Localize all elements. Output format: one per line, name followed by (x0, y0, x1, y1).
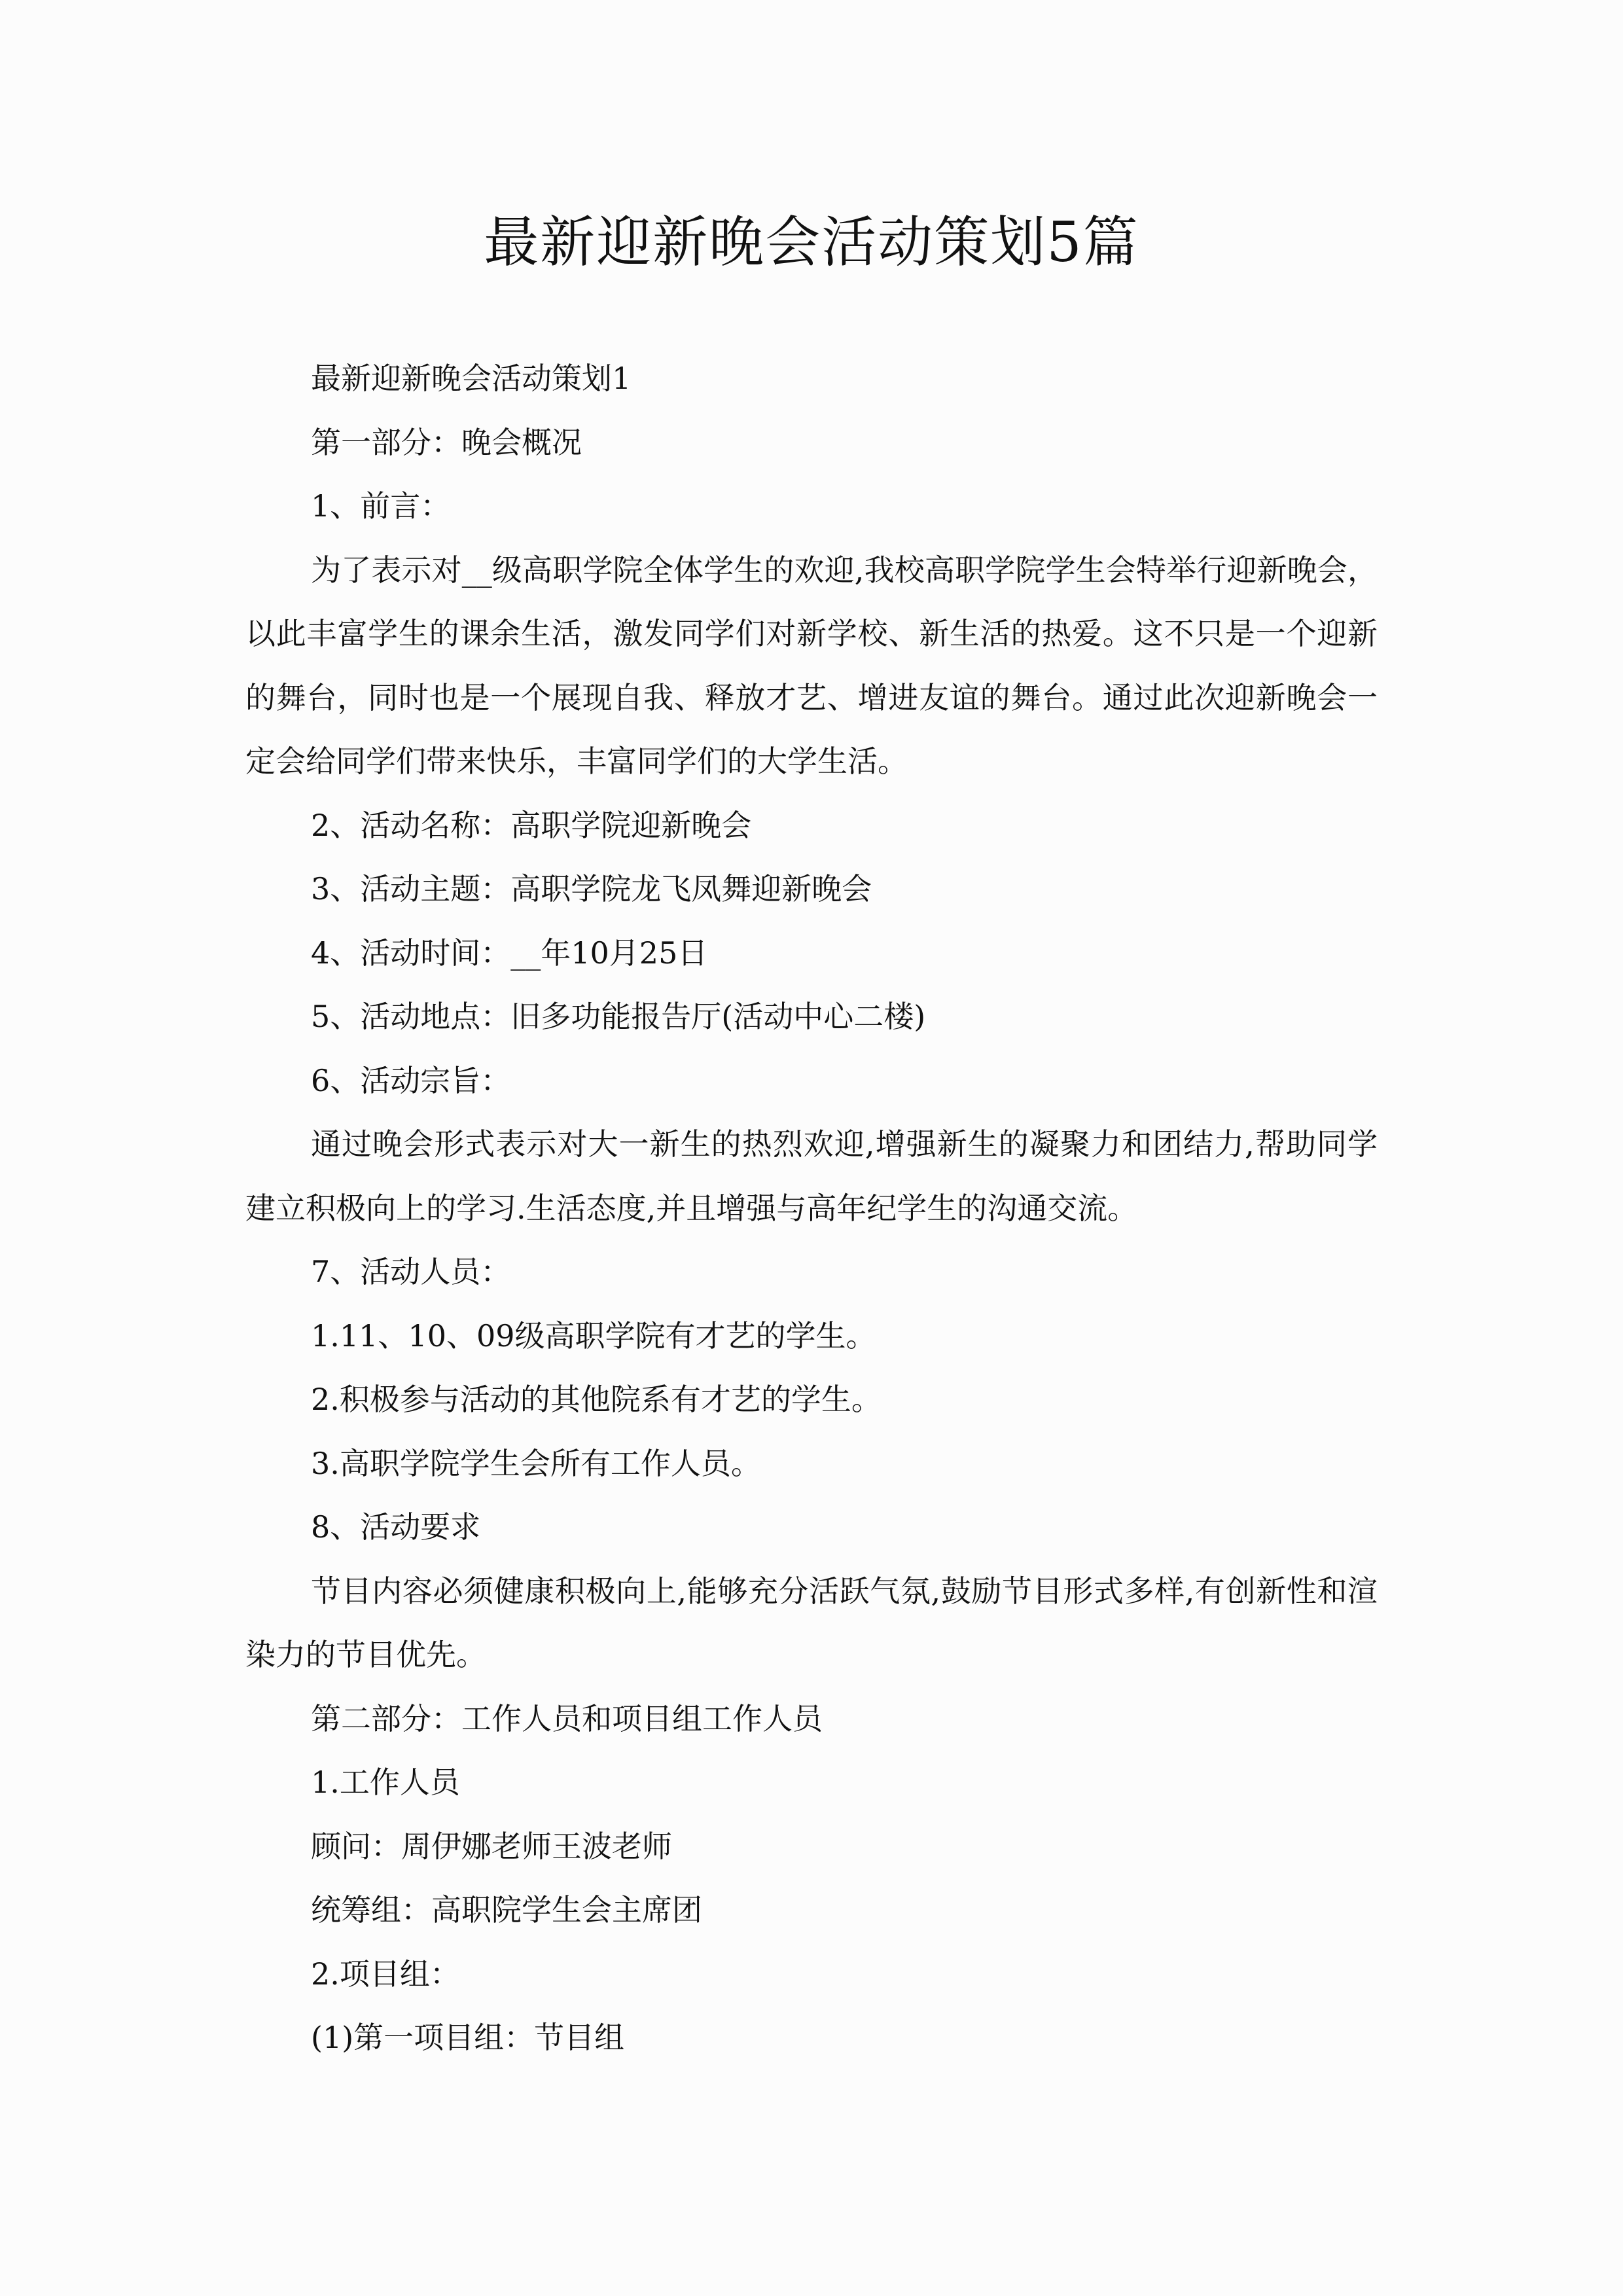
item-heading-participants: 7、活动人员： (311, 1254, 511, 1289)
document-title: 最新迎新晚会活动策划5篇 (484, 210, 1139, 274)
section-heading-part-two: 第二部分：工作人员和项目组工作人员 (311, 1700, 823, 1736)
section-heading-part-one: 第一部分：晚会概况 (311, 424, 582, 460)
item-activity-theme: 3、活动主题：高职学院龙飞凤舞迎新晚会 (311, 871, 872, 906)
paragraph-purpose-body: 通过晚会形式表示对大一新生的热烈欢迎,增强新生的凝聚力和团结力,帮助同学建立积极向上的学习.生活态度,并且增强与高年纪学生的沟通交流。 (245, 1126, 1378, 1226)
item-heading-requirements: 8、活动要求 (311, 1509, 481, 1545)
plan-subheading: 最新迎新晚会活动策划1 (311, 361, 632, 396)
item-heading-project-groups: 2.项目组： (311, 1956, 460, 1992)
item-activity-time: 4、活动时间：__年10月25日 (311, 935, 708, 971)
paragraph-requirements-body: 节目内容必须健康积极向上,能够充分活跃气氛,鼓励节目形式多样,有创新性和渲染力的节目优先。 (245, 1573, 1378, 1672)
list-item-participants-3: 3.高职学院学生会所有工作人员。 (311, 1445, 761, 1481)
list-item-participants-1: 1.11、10、09级高职学院有才艺的学生。 (311, 1318, 876, 1354)
item-heading-purpose: 6、活动宗旨： (311, 1062, 511, 1098)
item-advisors: 顾问：周伊娜老师王波老师 (311, 1828, 672, 1864)
list-item-participants-2: 2.积极参与活动的其他院系有才艺的学生。 (311, 1382, 882, 1417)
item-activity-name: 2、活动名称：高职学院迎新晚会 (311, 807, 752, 843)
item-coordination-group: 统筹组：高职院学生会主席团 (311, 1892, 702, 1928)
paragraph-preface-body: 为了表示对__级高职学院全体学生的欢迎,我校高职学院学生会特举行迎新晚会，以此丰富学生的课余生活，激发同学们对新学校、新生活的热爱。这不只是一个迎新的舞台，同时也是一个展现自我、释放才艺、增进友谊的舞台。通过此次迎新晚会一定会给同学们带来快乐，丰富同学们的大学生活。 (245, 552, 1378, 779)
item-first-project-group: (1)第一项目组：节目组 (311, 2020, 625, 2055)
document-body (245, 347, 1378, 2070)
item-heading-staff: 1.工作人员 (311, 1765, 460, 1800)
item-heading-preface: 1、前言： (311, 488, 451, 524)
item-activity-location: 5、活动地点：旧多功能报告厅(活动中心二楼) (311, 999, 926, 1034)
